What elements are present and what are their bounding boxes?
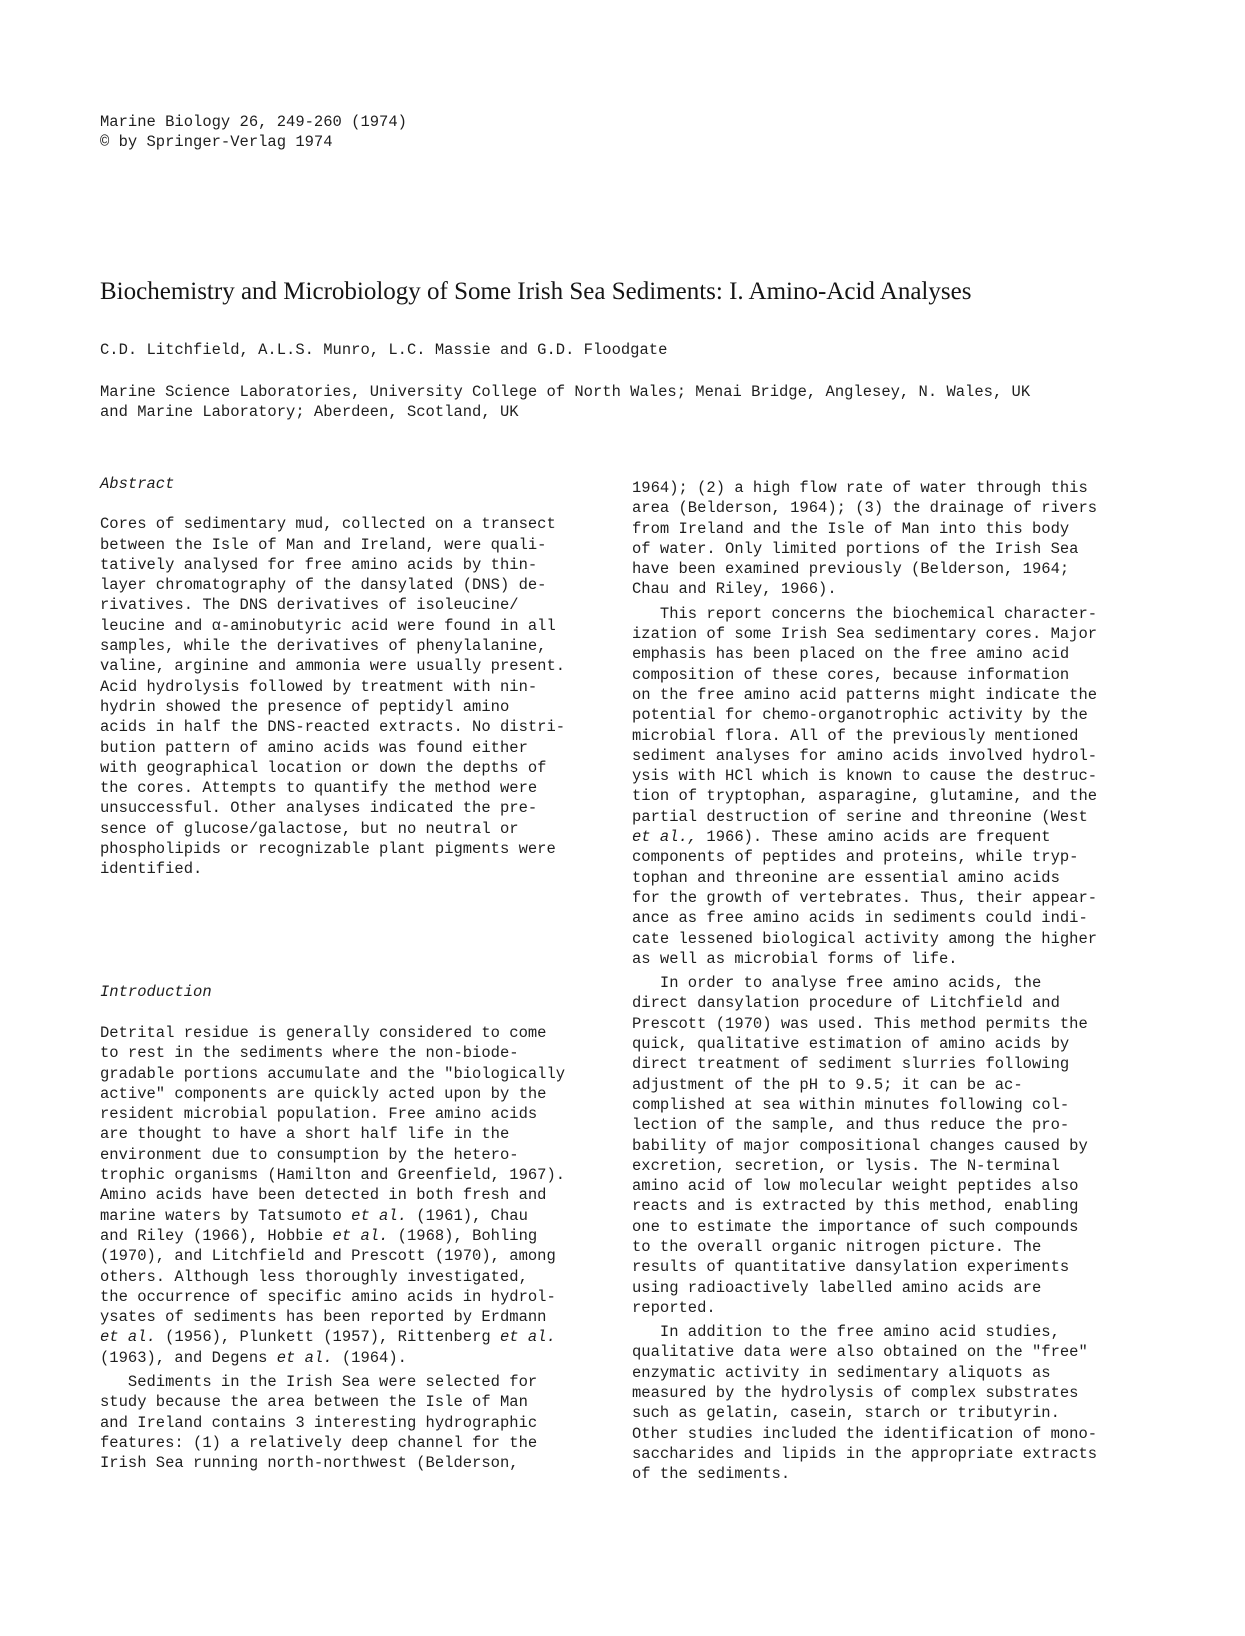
text-line: using radioactively labelled amino acids are <box>632 1278 1042 1297</box>
text-line: sediment analyses for amino acids involved hydrol- <box>632 746 1098 765</box>
text-line: In order to analyse free amino acids, the <box>632 974 1042 993</box>
text-line: (1970), and Litchfield and Prescott (1970), among <box>100 1247 556 1266</box>
affiliation-line: Marine Science Laboratories, University College of North Wales; Menai Bridge, Anglesey, N. Wales, UK <box>100 383 1031 401</box>
text-line: reacts and is extracted by this method, enabling <box>632 1197 1079 1216</box>
text-line: cate lessened biological activity among the higher <box>632 929 1098 948</box>
journal-header <box>100 112 407 152</box>
text-line: Irish Sea running north-northwest (Belderson, <box>100 1454 519 1473</box>
text-line: components of peptides and proteins, while tryp- <box>632 848 1079 867</box>
text-line: Cores of sedimentary mud, collected on a transect <box>100 515 556 534</box>
text-line: the occurrence of specific amino acids in hydrol- <box>100 1287 556 1306</box>
text-line: hydrin showed the presence of peptidyl amino <box>100 697 510 716</box>
text-line: features: (1) a relatively deep channel for the <box>100 1433 538 1452</box>
text-line: to rest in the sediments where the non-biode- <box>100 1044 519 1063</box>
text-run: marine waters by Tatsumoto <box>100 1206 352 1225</box>
text-line: leucine and α-aminobutyric acid were found in all <box>100 616 556 635</box>
text-line <box>100 1327 600 1347</box>
body-paragraph <box>632 478 1152 600</box>
text-line: of water. Only limited portions of the Irish Sea <box>632 539 1079 558</box>
text-run-italic: et al. <box>276 1348 333 1367</box>
text-line: to the overall organic nitrogen picture. The <box>632 1237 1042 1256</box>
text-line: active" components are quickly acted upon by the <box>100 1084 547 1103</box>
text-line: of the sediments. <box>632 1465 791 1484</box>
journal-copyright: © by Springer-Verlag 1974 <box>100 133 333 151</box>
text-line <box>100 1226 600 1246</box>
text-line: composition of these cores, because information <box>632 665 1070 684</box>
author-affiliation <box>100 382 1200 422</box>
text-run-italic: et al. <box>351 1206 407 1225</box>
text-line: resident microbial population. Free amino acids <box>100 1105 538 1124</box>
text-line: as well as microbial forms of life. <box>632 949 958 968</box>
text-line: between the Isle of Man and Ireland, were quali- <box>100 535 547 554</box>
text-run-italic: et al., <box>632 828 698 847</box>
text-line: ance as free amino acids in sediments could indi- <box>632 909 1088 928</box>
text-line: gradable portions accumulate and the "biologically <box>100 1064 566 1083</box>
text-line: from Ireland and the Isle of Man into this body <box>632 519 1070 538</box>
introduction-paragraph <box>100 1023 600 1368</box>
text-line: identified. <box>100 860 203 879</box>
text-line: phospholipids or recognizable plant pigments were <box>100 840 556 859</box>
text-line: and Ireland contains 3 interesting hydrographic <box>100 1413 538 1432</box>
text-line: one to estimate the importance of such compounds <box>632 1217 1079 1236</box>
right-column <box>632 478 1152 1485</box>
text-line: qualitative data were also obtained on the "free" <box>632 1343 1088 1362</box>
text-line: samples, while the derivatives of phenylalanine, <box>100 637 547 656</box>
text-line: area (Belderson, 1964); (3) the drainage of rivers <box>632 499 1098 518</box>
text-line: adjustment of the pH to 9.5; it can be ac- <box>632 1075 1023 1094</box>
text-line <box>100 1206 600 1226</box>
text-line <box>632 827 1152 847</box>
text-line: emphasis has been placed on the free amino acid <box>632 645 1070 664</box>
text-run: (1956), Plunkett (1957), Rittenberg <box>155 1328 500 1347</box>
text-line: complished at sea within minutes following col- <box>632 1095 1070 1114</box>
text-run: (1963), and Degens <box>100 1348 277 1367</box>
text-line: tion of tryptophan, asparagine, glutamine, and the <box>632 787 1098 806</box>
text-line: sence of glucose/galactose, but no neutral or <box>100 819 519 838</box>
text-line: tophan and threonine are essential amino acids <box>632 868 1060 887</box>
text-line: rivatives. The DNS derivatives of isoleucine/ <box>100 596 519 615</box>
text-line: quick, qualitative estimation of amino acids by <box>632 1035 1070 1054</box>
abstract-heading: Abstract <box>100 475 175 493</box>
text-line: Amino acids have been detected in both fresh and <box>100 1186 547 1205</box>
text-line: potential for chemo-organotrophic activity by the <box>632 706 1088 725</box>
text-line: on the free amino acid patterns might indicate the <box>632 685 1098 704</box>
text-line: microbial flora. All of the previously mentioned <box>632 726 1079 745</box>
text-line: have been examined previously (Belderson, 1964; <box>632 560 1070 579</box>
text-line: ysis with HCl which is known to cause the destruc- <box>632 767 1098 786</box>
text-line: unsuccessful. Other analyses indicated the pre- <box>100 799 538 818</box>
text-line: such as gelatin, casein, starch or tributyrin. <box>632 1404 1060 1423</box>
text-run: 1966). These amino acids are frequent <box>697 828 1051 847</box>
affiliation-line: and Marine Laboratory; Aberdeen, Scotland, UK <box>100 403 519 421</box>
text-line: trophic organisms (Hamilton and Greenfield, 1967). <box>100 1166 566 1185</box>
text-line: lection of the sample, and thus reduce the pro- <box>632 1116 1070 1135</box>
text-line: results of quantitative dansylation experiments <box>632 1258 1070 1277</box>
body-paragraph <box>632 973 1152 1318</box>
text-line: 1964); (2) a high flow rate of water through this <box>632 479 1088 497</box>
text-run: (1961), Chau <box>406 1206 528 1225</box>
text-line: ysates of sediments has been reported by Erdmann <box>100 1308 547 1327</box>
text-line: valine, arginine and ammonia were usually present. <box>100 657 566 676</box>
text-line: enzymatic activity in sedimentary aliquots as <box>632 1363 1051 1382</box>
text-run-italic: et al. <box>100 1328 156 1347</box>
text-line: In addition to the free amino acid studies, <box>632 1323 1060 1342</box>
text-line <box>100 1348 600 1368</box>
introduction-paragraph <box>100 1372 600 1473</box>
text-line: Acid hydrolysis followed by treatment with nin- <box>100 677 538 696</box>
text-line: study because the area between the Isle of Man <box>100 1393 528 1412</box>
text-line: with geographical location or down the depths of <box>100 758 547 777</box>
text-line: Sediments in the Irish Sea were selected for <box>100 1372 538 1391</box>
text-line: direct treatment of sediment slurries following <box>632 1055 1070 1074</box>
abstract-body <box>100 514 600 879</box>
text-line: partial destruction of serine and threonine (West <box>632 807 1088 826</box>
body-paragraph <box>632 1322 1152 1484</box>
text-line: others. Although less thoroughly investigated, <box>100 1267 528 1286</box>
journal-citation: Marine Biology 26, 249-260 (1974) <box>100 113 407 131</box>
text-line: bution pattern of amino acids was found either <box>100 738 528 757</box>
text-line: for the growth of vertebrates. Thus, their appear- <box>632 888 1098 907</box>
body-paragraph <box>632 604 1152 969</box>
text-line: ization of some Irish Sea sedimentary cores. Major <box>632 625 1098 644</box>
text-line: bability of major compositional changes caused by <box>632 1136 1088 1155</box>
text-run-italic: et al. <box>499 1328 556 1347</box>
text-line: measured by the hydrolysis of complex substrates <box>632 1384 1079 1403</box>
text-line: direct dansylation procedure of Litchfield and <box>632 994 1060 1013</box>
introduction-heading: Introduction <box>100 982 212 1001</box>
text-line: excretion, secretion, or lysis. The N-terminal <box>632 1156 1060 1175</box>
text-line: acids in half the DNS-reacted extracts. No distri- <box>100 718 566 737</box>
paper-authors: C.D. Litchfield, A.L.S. Munro, L.C. Massie and G.D. Floodgate <box>100 341 668 359</box>
text-line: environment due to consumption by the hetero- <box>100 1145 519 1164</box>
text-run-italic: et al. <box>332 1226 389 1245</box>
text-run: (1968), Bohling <box>388 1226 538 1245</box>
text-line: This report concerns the biochemical character- <box>632 604 1098 623</box>
text-line: Detrital residue is generally considered to come <box>100 1023 547 1042</box>
text-line: Other studies included the identification of mono- <box>632 1424 1098 1443</box>
text-line: layer chromatography of the dansylated (DNS) de- <box>100 576 547 595</box>
text-line: amino acid of low molecular weight peptides also <box>632 1177 1079 1196</box>
text-line: Chau and Riley, 1966). <box>632 580 837 599</box>
text-line: the cores. Attempts to quantify the method were <box>100 779 538 798</box>
text-run: and Riley (1966), Hobbie <box>100 1226 333 1245</box>
text-run: (1964). <box>332 1348 407 1367</box>
left-column <box>100 474 600 1473</box>
text-line: are thought to have a short half life in the <box>100 1125 510 1144</box>
text-line: saccharides and lipids in the appropriate extracts <box>632 1444 1098 1463</box>
text-line: tatively analysed for free amino acids by thin- <box>100 555 538 574</box>
text-line: reported. <box>632 1298 716 1317</box>
text-line: Prescott (1970) was used. This method permits the <box>632 1014 1088 1033</box>
paper-title: Biochemistry and Microbiology of Some Irish Sea Sediments: I. Amino-Acid Analyses <box>100 278 972 305</box>
